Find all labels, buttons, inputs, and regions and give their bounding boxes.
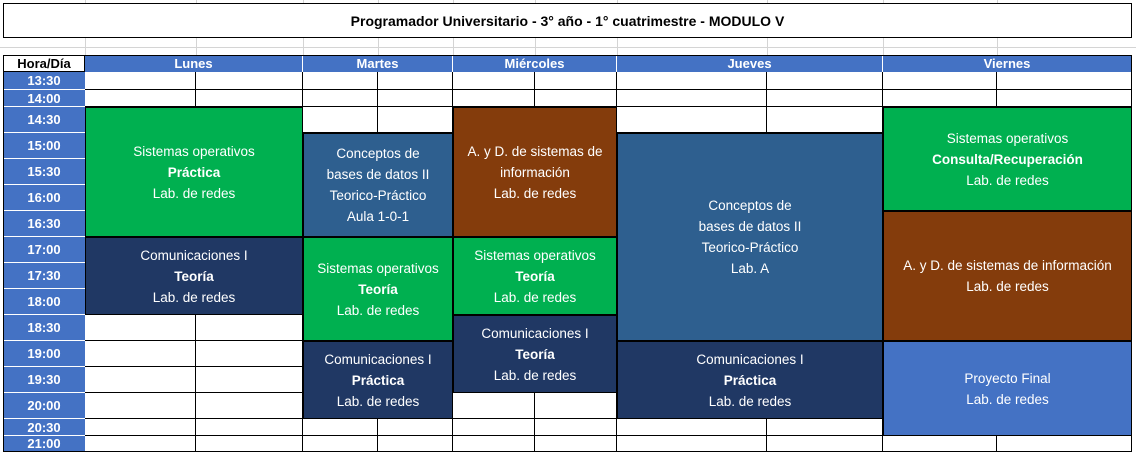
time-label: 16:00 <box>3 185 85 211</box>
block-subject: Comunicaciones I <box>140 247 248 263</box>
block-subject: Conceptos de <box>336 146 420 161</box>
class-block-viernes-proyecto-final <box>883 341 1132 436</box>
class-block-viernes-sistemas-operativos <box>883 107 1132 211</box>
day-header-martes: Martes <box>303 55 453 72</box>
block-room: Lab. de redes <box>493 367 577 383</box>
block-type: Práctica <box>723 372 777 388</box>
time-label: 15:00 <box>3 133 85 159</box>
class-block-miercoles-comunicaciones <box>453 315 617 393</box>
block-subject: Sistemas operativos <box>946 130 1069 146</box>
time-label: 20:00 <box>3 393 85 419</box>
day-header-jueves: Jueves <box>617 55 883 72</box>
block-subject: Comunicaciones I <box>324 351 432 367</box>
day-header-miercoles: Miércoles <box>453 55 617 72</box>
time-label: 17:00 <box>3 237 85 263</box>
block-subject: Comunicaciones I <box>481 325 589 341</box>
block-subject: Proyecto Final <box>964 370 1051 386</box>
hour-day-header: Hora/Día <box>3 55 85 72</box>
time-label: 16:30 <box>3 211 85 237</box>
schedule-title: Programador Universitario - 3° año - 1° cuatrimestre - MODULO V <box>3 3 1132 38</box>
block-room: Lab. de redes <box>336 302 420 318</box>
block-subject: Sistemas operativos <box>133 143 255 159</box>
block-room: Lab. de redes <box>966 172 1049 188</box>
class-block-miercoles-sistemas-operativos <box>453 237 617 315</box>
block-room: Lab. de redes <box>152 185 236 201</box>
class-block-martes-sistemas-operativos <box>303 237 453 341</box>
time-label: 14:30 <box>3 107 85 133</box>
time-label: 17:30 <box>3 263 85 289</box>
class-block-miercoles-analisis-diseno <box>453 107 617 237</box>
block-type: Consulta/Recuperación <box>932 151 1083 167</box>
block-room: Lab. de redes <box>966 279 1049 294</box>
time-label: 21:00 <box>3 436 85 452</box>
class-block-viernes-analisis-diseno <box>883 211 1132 341</box>
block-room: Lab. de redes <box>493 289 577 305</box>
block-room: Lab. A <box>730 261 770 276</box>
block-room: Aula 1-0-1 <box>346 209 410 224</box>
block-subject: información <box>500 164 570 180</box>
block-subject: Comunicaciones I <box>696 351 804 367</box>
time-label: 13:30 <box>3 72 85 90</box>
block-type: Teorico-Práctico <box>329 188 427 203</box>
time-label: 14:00 <box>3 90 85 107</box>
block-subject: A. y D. de sistemas de <box>467 143 603 159</box>
block-subject: A. y D. de sistemas de información <box>903 258 1112 273</box>
time-label: 18:00 <box>3 289 85 315</box>
block-subject: Sistemas operativos <box>474 247 596 263</box>
block-room: Lab. de redes <box>708 393 792 409</box>
time-label: 18:30 <box>3 315 85 341</box>
day-header-lunes: Lunes <box>85 55 303 72</box>
block-type: Teoría <box>358 281 398 297</box>
time-label: 15:30 <box>3 159 85 185</box>
block-type: Teoría <box>174 268 214 284</box>
time-label: 19:00 <box>3 341 85 367</box>
class-block-jueves-bases-de-datos <box>617 133 883 341</box>
block-subject: Sistemas operativos <box>317 260 439 276</box>
class-block-lunes-comunicaciones <box>85 237 303 315</box>
block-type: Teoría <box>515 268 555 284</box>
block-type: Práctica <box>167 164 221 180</box>
time-label: 19:30 <box>3 367 85 393</box>
block-subject: bases de datos II <box>326 167 430 182</box>
block-room: Lab. de redes <box>152 289 236 305</box>
block-room: Lab. de redes <box>966 391 1049 407</box>
class-block-jueves-comunicaciones <box>617 341 883 419</box>
block-type: Práctica <box>351 372 405 388</box>
class-block-lunes-sistemas-operativos <box>85 107 303 237</box>
class-block-martes-comunicaciones <box>303 341 453 419</box>
block-room: Lab. de redes <box>493 185 577 201</box>
class-block-martes-bases-de-datos <box>303 133 453 237</box>
block-type: Teorico-Práctico <box>701 240 799 255</box>
block-type: Teoría <box>515 346 555 362</box>
block-subject: Conceptos de <box>708 198 792 213</box>
time-label: 20:30 <box>3 419 85 436</box>
block-room: Lab. de redes <box>336 393 420 409</box>
block-subject: bases de datos II <box>698 219 802 234</box>
day-header-viernes: Viernes <box>883 55 1132 72</box>
